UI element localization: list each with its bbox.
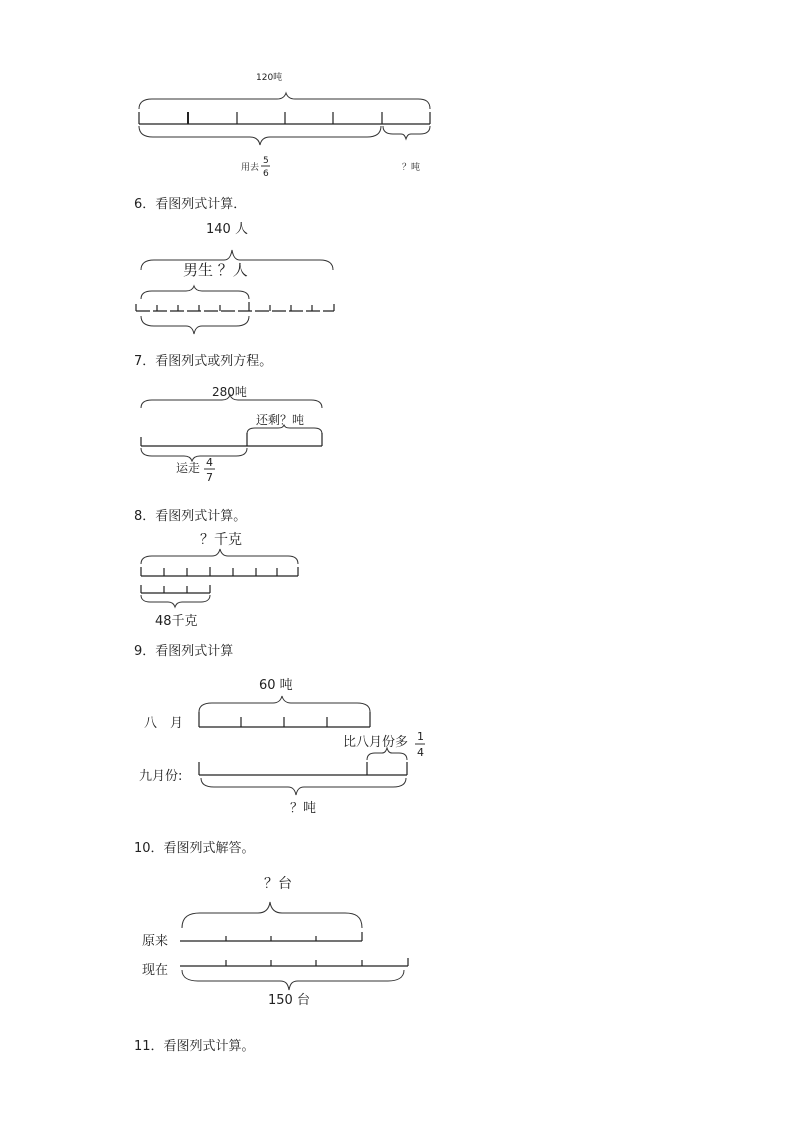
q7-moved-fraction-den: 7 [206, 471, 213, 484]
q11-title: 11．看图列式计算。 [134, 1039, 255, 1054]
q9-aug-label: 八 月 [144, 716, 184, 731]
q5-rest-label: ？吨 [402, 163, 421, 173]
q10-title: 10．看图列式解答。 [134, 841, 255, 856]
q5-used-fraction-num: 5 [263, 156, 269, 166]
q10-now-bottom-brace [182, 970, 404, 990]
q9-title: 9．看图列式计算 [134, 644, 234, 659]
q7-title: 7．看图列式或列方程。 [134, 354, 273, 369]
q9-more-fraction-den: 4 [417, 746, 424, 759]
q5-used-label: 用去 [241, 163, 260, 173]
q10-orig-ticks [226, 932, 362, 941]
q10-orig-label: 原来 [142, 934, 169, 949]
q10-now-total-label: 150 台 [268, 993, 310, 1008]
q8-title: 8．看图列式计算。 [134, 509, 247, 524]
q10-orig-total-label: ？台 [264, 876, 292, 892]
q5-used-fraction-den: 6 [263, 169, 269, 179]
q10-now-ticks [226, 958, 408, 966]
q7-moved-fraction-num: 4 [206, 456, 213, 469]
q9-aug-total-label: 60 吨 [259, 678, 293, 693]
q9-sep-label: 九月份: [139, 769, 183, 784]
q8-total-label: ？千克 [200, 532, 242, 548]
q9-more-fraction-num: 1 [417, 730, 424, 743]
q8-part-label: 48千克 [155, 614, 198, 629]
q5-total-label: 120吨 [256, 73, 283, 83]
q10-now-label: 现在 [142, 963, 169, 978]
q6-title: 6．看图列式计算． [134, 197, 247, 212]
q7-total-label: 280吨 [212, 385, 247, 399]
q9-more-label: 比八月份多 [343, 735, 409, 750]
q6-total-label: 140 人 [206, 222, 248, 237]
q10-orig-top-brace [182, 902, 362, 928]
q7-rest-label: 还剩？吨 [256, 413, 305, 427]
q6-boys-label: 男生 ？人 [183, 261, 248, 279]
q9-sep-total-label: ？吨 [290, 801, 317, 816]
q7-moved-label: 运走 [176, 461, 201, 475]
